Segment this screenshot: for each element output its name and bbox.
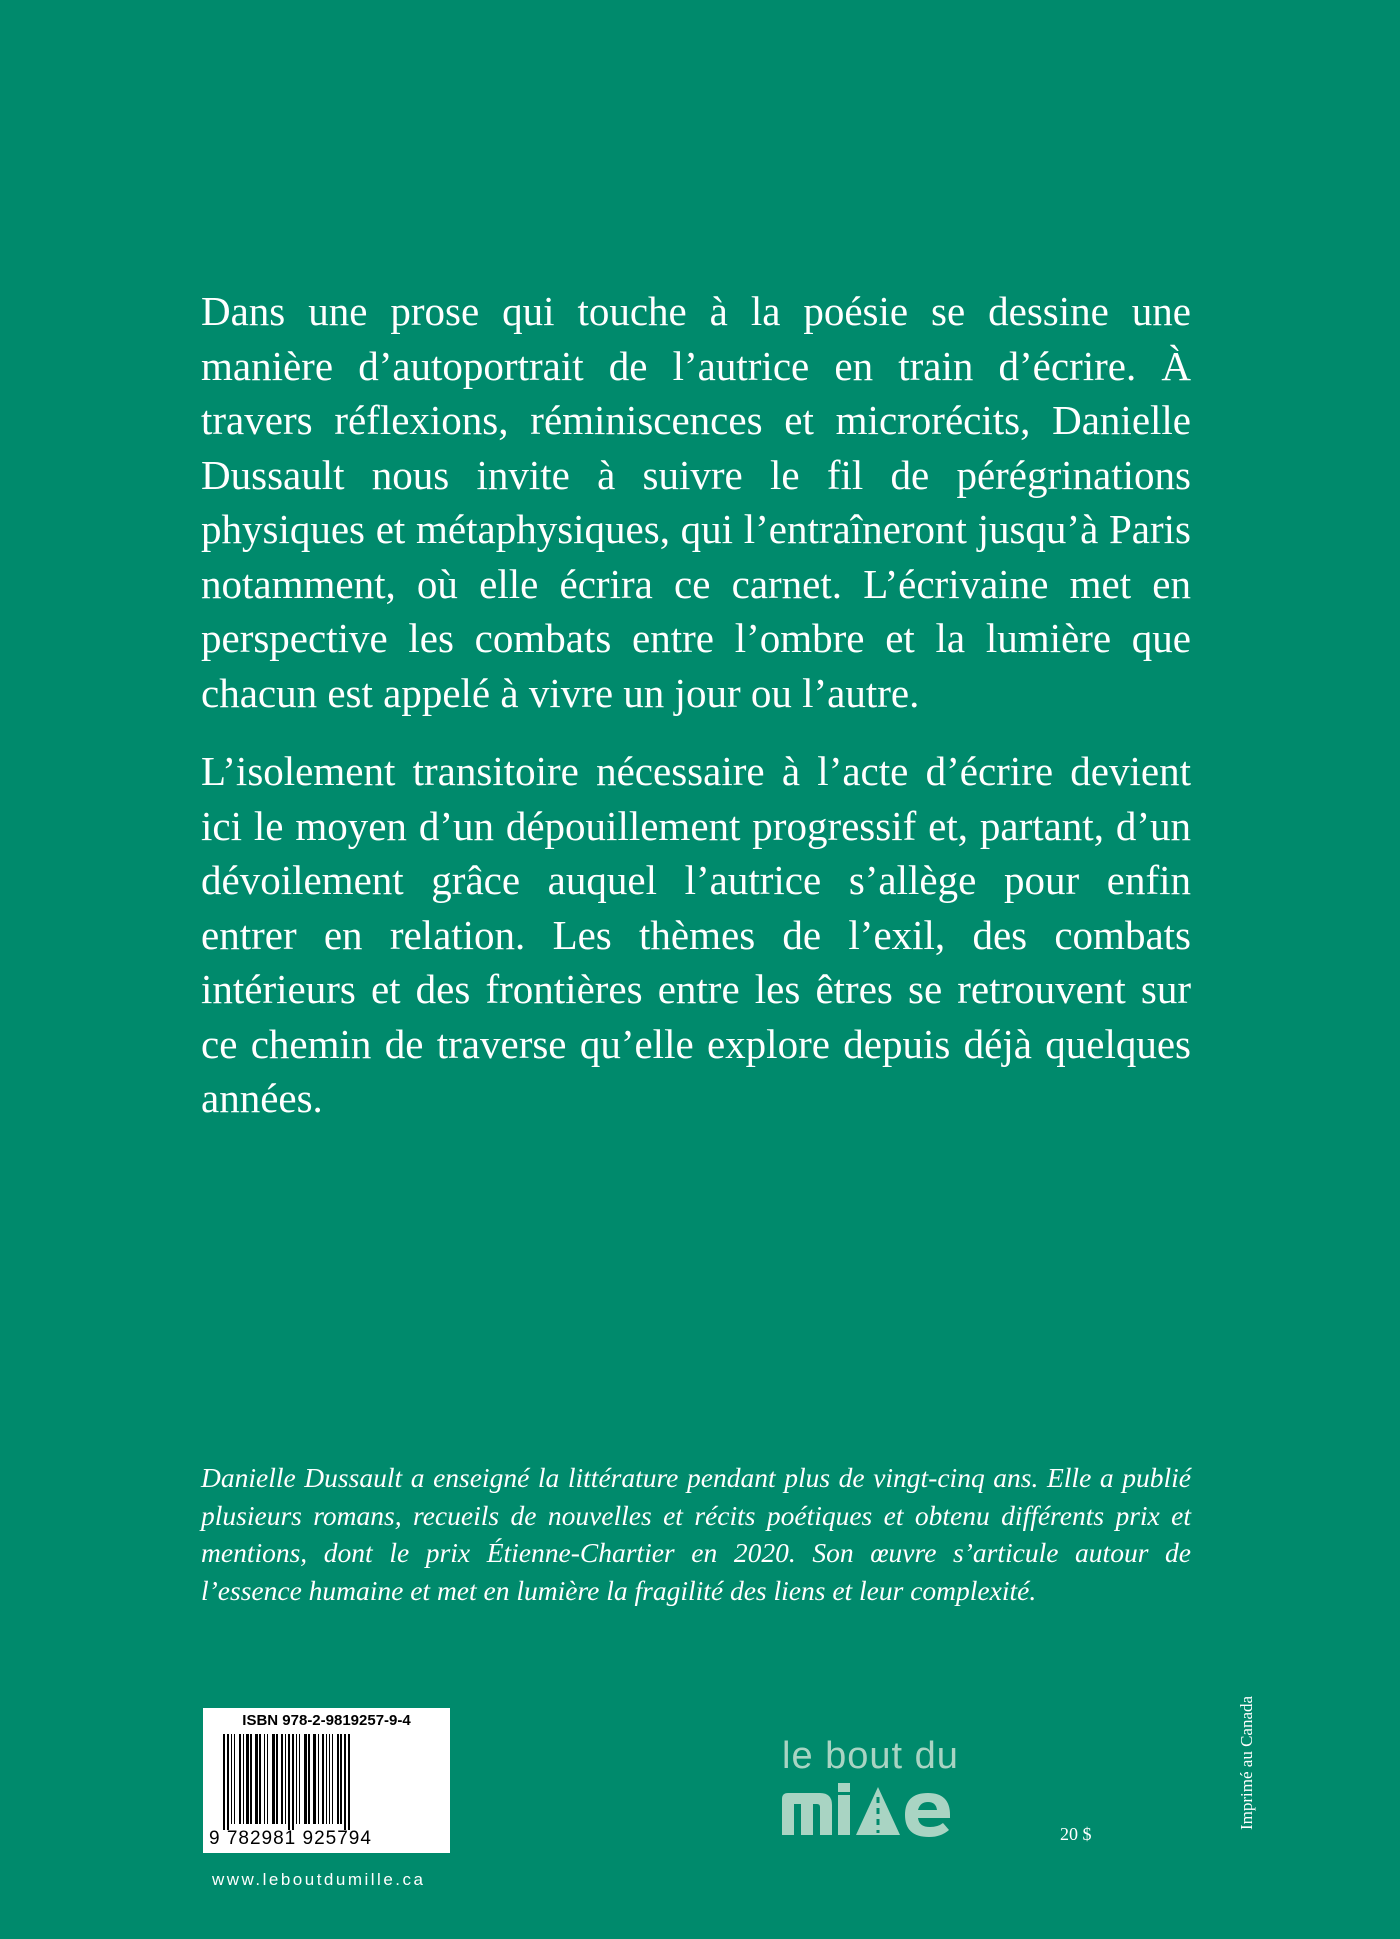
barcode-bar — [308, 1734, 310, 1824]
barcode-bar — [322, 1734, 324, 1824]
barcode-bar — [340, 1734, 342, 1824]
barcode-bar — [292, 1734, 294, 1830]
barcode-bar — [281, 1734, 283, 1824]
barcode-bar — [313, 1734, 316, 1824]
barcode-bar — [259, 1734, 261, 1824]
barcode-bar — [246, 1734, 249, 1824]
price: 20 $ — [1060, 1824, 1092, 1844]
barcode-bar — [344, 1734, 346, 1830]
barcode-bar — [276, 1734, 278, 1824]
cover-description — [201, 284, 1191, 1150]
barcode-bar — [299, 1734, 300, 1824]
barcode-bar — [264, 1734, 265, 1824]
barcode-bar — [304, 1734, 307, 1824]
barcode-bar — [326, 1734, 327, 1824]
isbn-barcode — [203, 1708, 450, 1853]
barcode-bar — [318, 1734, 319, 1824]
barcode-bar — [267, 1734, 268, 1824]
barcode-bar — [231, 1734, 232, 1824]
barcode-bar — [332, 1734, 333, 1824]
barcode-bar — [243, 1734, 244, 1824]
barcode-bar — [250, 1734, 252, 1824]
barcode-bar — [223, 1734, 225, 1830]
barcode-digits: 9 782981 925794 — [209, 1828, 372, 1849]
barcode-bar — [227, 1734, 229, 1830]
publisher-logo — [780, 1735, 1010, 1840]
barcode-bar — [337, 1734, 339, 1824]
barcode-bars — [223, 1734, 435, 1830]
isbn-label: ISBN 978-2-9819257-9-4 — [242, 1712, 411, 1729]
barcode-bar — [285, 1734, 286, 1824]
printed-in-label: Imprimé au Canada — [1237, 1695, 1256, 1830]
description-paragraph-1: Dans une prose qui touche à la poésie se dessine une manière d’autoportrait de l’autrice en train d’écrire. À travers réflexions, réminiscences et microrécits, Danielle Dussault nous invite à suivre le fil de pérégrinations physiques et métaphysiques, qui l’entraîneront jusqu’à Paris notamment, où elle écrira ce carnet. L’écrivaine met en perspective les combats entre l’ombre et la lumière que chacun est appelé à vivre un jour ou l’autre. — [201, 288, 1191, 716]
logo-line-2 — [780, 1783, 980, 1838]
logo-line-1: le bout du — [782, 1735, 959, 1777]
barcode-bar — [329, 1734, 330, 1824]
barcode-bar — [288, 1734, 290, 1830]
barcode-bar — [272, 1734, 275, 1824]
publisher-website[interactable]: www.leboutdumille.ca — [212, 1870, 426, 1889]
barcode-bar — [234, 1734, 235, 1824]
author-bio: Danielle Dussault a enseigné la littérature pendant plus de vingt-cinq ans. Elle a publié plusieurs romans, recueils de nouvelles et récits poétiques et obtenu différents prix et mentions, dont le prix Étienne-Chartier en 2020. Son œuvre s’articule autour de l’essence humaine et met en lumière la fragilité des liens et leur complexité. — [201, 1462, 1191, 1606]
barcode-bar — [255, 1734, 258, 1824]
barcode-bar — [296, 1734, 297, 1824]
barcode-bar — [239, 1734, 241, 1824]
barcode-bar — [348, 1734, 350, 1830]
description-paragraph-2: L’isolement transitoire nécessaire à l’acte d’écrire devient ici le moyen d’un dépouillement progressif et, partant, d’un dévoilement grâce auquel l’autrice s’allège pour enfin entrer en relation. Les thèmes de l’exil, des combats intérieurs et des frontières entre les êtres se retrouvent sur ce chemin de traverse qu’elle explore depuis déjà quelques années. — [201, 748, 1191, 1121]
